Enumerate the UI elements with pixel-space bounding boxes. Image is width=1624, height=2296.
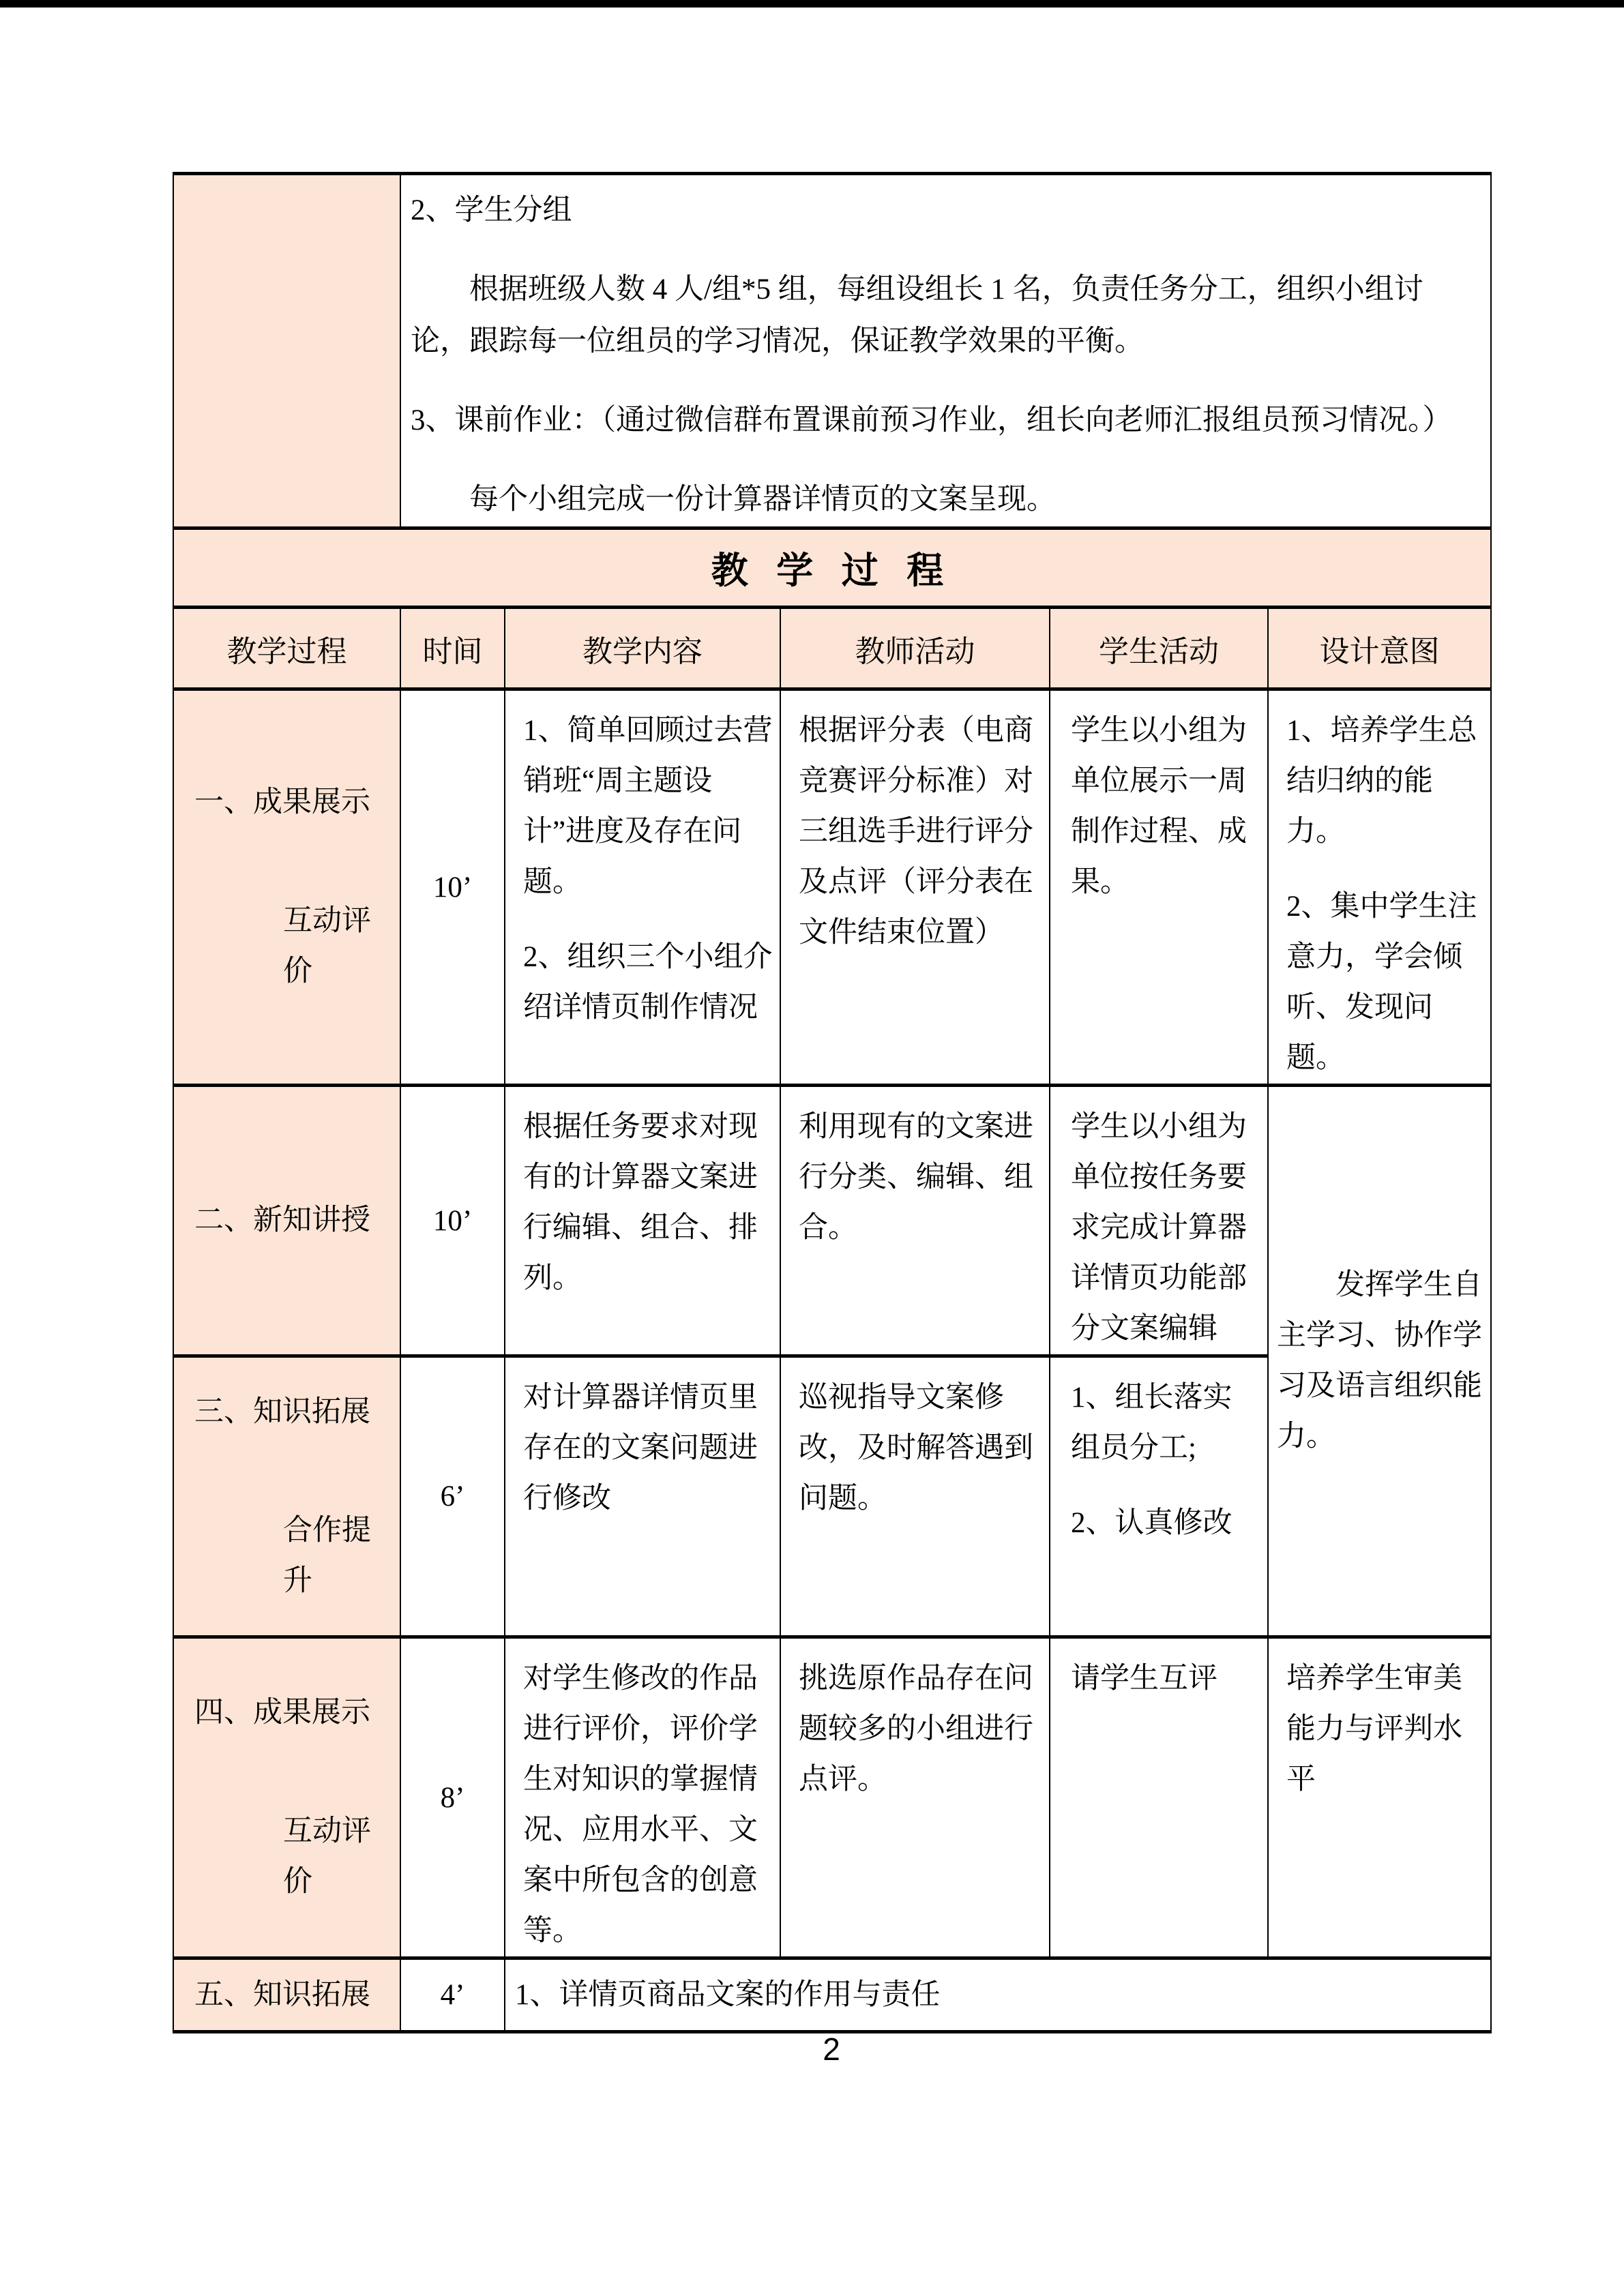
pre-paragraph-grouping-detail: 根据班级人数 4 人/组*5 组，每组设组长 1 名，负责任务分工，组织小组讨论，跟踪每一位组员的学习情况，保证教学效果的平衡。: [411, 273, 1423, 357]
teacher-cell-r4: [780, 1637, 1050, 1958]
stage-cell-r5: [173, 1958, 400, 2032]
student-cell-r4: [1050, 1637, 1268, 1958]
student-paragraph: 学生以小组为单位展示一周制作过程、成果。: [1071, 715, 1247, 898]
stage-label: 四、成果展示: [194, 1697, 370, 1729]
stage-cell-r1: [173, 689, 400, 1086]
header-design: 设计意图: [1268, 608, 1491, 689]
header-time: 时间: [400, 608, 505, 689]
stage-label: 一、成果展示: [194, 786, 370, 818]
table-row-5: [173, 1958, 1491, 2032]
pre-section-stage-cell-empty: [173, 174, 400, 528]
time-cell-r5: 4’: [400, 1958, 505, 2032]
teacher-paragraph: 利用现有的文案进行分类、编辑、组合。: [799, 1111, 1033, 1244]
stage-label-sub: 互动评价: [283, 1815, 371, 1898]
table-title: 教 学 过 程: [173, 528, 1491, 608]
stage-cell-r2: [173, 1086, 400, 1356]
design-paragraph: 1、培养学生总结归纳的能力。: [1286, 715, 1477, 848]
header-process: 教学过程: [173, 608, 400, 689]
content-cell-r1: [505, 689, 780, 1086]
table-row-4: [173, 1637, 1491, 1958]
content-cell-merged-r5: [505, 1958, 1491, 2032]
teacher-cell-r2: [780, 1086, 1050, 1356]
teacher-paragraph: 根据评分表（电商竞赛评分标准）对三组选手进行评分及点评（评分表在文件结束位置）: [799, 715, 1033, 949]
stage-cell-r4: [173, 1637, 400, 1958]
student-cell-r3: [1050, 1356, 1268, 1637]
window-top-bar: [0, 0, 1624, 8]
student-cell-r2: [1050, 1086, 1268, 1356]
lesson-plan-table: [173, 172, 1492, 2033]
page-number: 2: [823, 2031, 840, 2067]
stage-label-sub: 合作提升: [283, 1514, 371, 1597]
table-title-row: [173, 528, 1491, 608]
stage-label: 二、新知讲授: [194, 1204, 370, 1236]
design-paragraph: 培养学生审美能力与评判水平: [1286, 1663, 1462, 1795]
stage-label: 三、知识拓展: [194, 1395, 370, 1428]
content-paragraph: 对学生修改的作品进行评价，评价学生对知识的掌握情况、应用水平、文案中所包含的创意等。: [523, 1663, 758, 1947]
design-cell-merged-r2-r3: [1268, 1086, 1491, 1637]
content-cell-r2: [505, 1086, 780, 1356]
student-paragraph: 2、认真修改: [1071, 1507, 1232, 1539]
pre-paragraph-homework-detail: 每个小组完成一份计算器详情页的文案呈现。: [469, 483, 1056, 516]
time-cell-r2: 10’: [400, 1086, 505, 1356]
table-header-row: [173, 608, 1491, 689]
pre-paragraph-homework: 3、课前作业：（通过微信群布置课前预习作业，组长向老师汇报组员预习情况。）: [411, 404, 1452, 436]
pre-paragraph-student-grouping: 2、学生分组: [411, 194, 572, 226]
content-cell-r4: [505, 1637, 780, 1958]
teacher-paragraph: 挑选原作品存在问题较多的小组进行点评。: [799, 1663, 1033, 1795]
student-paragraph: 1、组长落实组员分工;: [1071, 1382, 1232, 1464]
stage-label-sub: 互动评价: [283, 905, 371, 987]
header-teacher: 教师活动: [780, 608, 1050, 689]
teacher-cell-r1: [780, 689, 1050, 1086]
stage-cell-r3: [173, 1356, 400, 1637]
table-row-1: [173, 689, 1491, 1086]
content-paragraph: 对计算器详情页里存在的文案问题进行修改: [523, 1382, 758, 1515]
content-paragraph: 1、详情页商品文案的作用与责任: [515, 1978, 941, 2011]
teacher-paragraph: 巡视指导文案修改，及时解答遇到问题。: [799, 1382, 1033, 1515]
stage-label: 五、知识拓展: [194, 1978, 370, 2011]
pre-section-row: [173, 174, 1491, 528]
time-cell-r1: 10’: [400, 689, 505, 1086]
student-paragraph: 学生以小组为单位按任务要求完成计算器详情页功能部分文案编辑: [1071, 1111, 1247, 1345]
pre-section-content-cell: [400, 174, 1491, 528]
header-content: 教学内容: [505, 608, 780, 689]
content-paragraph: 根据任务要求对现有的计算器文案进行编辑、组合、排列。: [523, 1111, 758, 1294]
design-paragraph: 2、集中学生注意力，学会倾听、发现问题。: [1286, 891, 1477, 1074]
content-cell-r3: [505, 1356, 780, 1637]
design-cell-r4: [1268, 1637, 1491, 1958]
header-student: 学生活动: [1050, 608, 1268, 689]
table-row-2: [173, 1086, 1491, 1356]
student-paragraph: 请学生互评: [1071, 1663, 1217, 1695]
content-paragraph: 1、简单回顾过去营销班“周主题设计”进度及存在问题。: [523, 715, 773, 898]
content-paragraph: 2、组织三个小组介绍详情页制作情况: [523, 941, 773, 1024]
design-cell-r1: [1268, 689, 1491, 1086]
time-cell-r4: 8’: [400, 1637, 505, 1958]
time-cell-r3: 6’: [400, 1356, 505, 1637]
teacher-cell-r3: [780, 1356, 1050, 1637]
student-cell-r1: [1050, 689, 1268, 1086]
design-paragraph: 发挥学生自主学习、协作学习及语言组织能力。: [1277, 1269, 1482, 1452]
